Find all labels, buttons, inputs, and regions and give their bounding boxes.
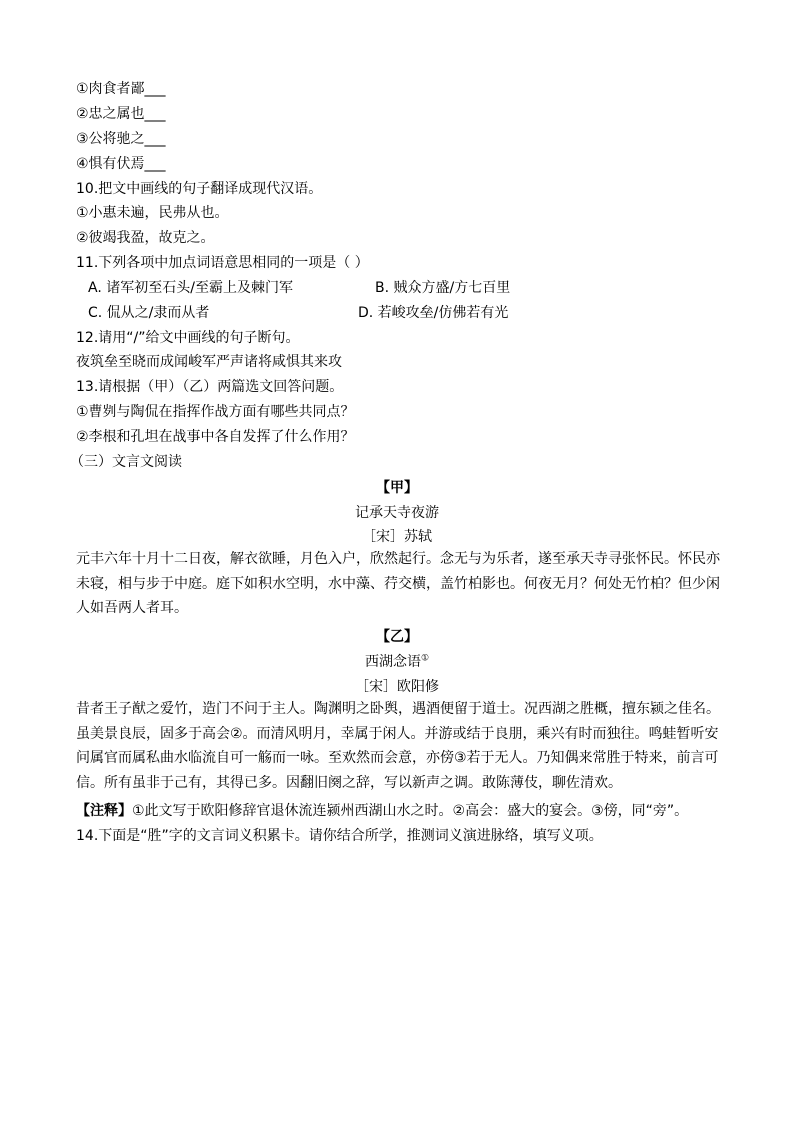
passage-yi-title-row (0, 652, 794, 672)
passage-yi-title: 西湖念语 (364, 654, 421, 670)
passage-yi-marker: 【乙】 (376, 629, 418, 645)
q14-title: 14.下面是“胜”字的文言词义积累卡。请你结合所学，推测词义演进脉络，填写义项。 (76, 828, 603, 844)
q12-title: 12.请用“/”给文中画线的句子断句。 (76, 330, 300, 346)
section-heading: （三）文言文阅读 (70, 454, 182, 470)
passage-jia-marker: 【甲】 (376, 480, 418, 496)
notes-text: ①此文写于欧阳修辞官退休流连颍州西湖山水之时。②高会：盛大的宴会。③傍，同“旁”。 (132, 803, 689, 819)
passage-yi-line: 虽美景良辰，固多于高会②。而清风明月，幸属于闲人。并游或结于良朋，乘兴有时而独往。鸣蛙暂听安 (76, 725, 719, 742)
notes-label: 【注释】 (76, 803, 132, 819)
passage-yi-title-note: ① (420, 653, 430, 664)
passage-yi-line: 问属官而属私曲水临流自可一觞而一咏。至欢然而会意，亦傍③若于无人。乃知偶来常胜于特来，前言可 (76, 750, 719, 767)
passage-jia-text (76, 547, 722, 621)
passage-jia-title: 记承天寺夜游 (355, 505, 439, 521)
passage-yi-line: 信。所有虽非于己有，其得已多。因翻旧阕之辞，写以新声之调。敢陈薄伎，聊佐清欢。 (76, 775, 622, 792)
q13-item-2: ②李根和孔坦在战事中各自发挥了什么作用？ (76, 429, 355, 445)
passage-yi-notes (76, 801, 688, 821)
q13-item-1: ①曹刿与陶侃在指挥作战方面有哪些共同点？ (76, 404, 355, 420)
q11-option-a: A. 诸军初至石头/至霸上及棘门军 (88, 280, 293, 296)
q11-option-d: D. 若峻攻垒/仿佛若有光 (358, 305, 509, 321)
q9-item-1: ①肉食者鄙___ (76, 81, 166, 97)
q11-option-b: B. 贼众方盛/方七百里 (375, 280, 511, 296)
q11-title: 11.下列各项中加点词语意思相同的一项是（ ） (76, 255, 369, 271)
passage-jia-line: 未寝，相与步于中庭。庭下如积水空明，水中藻、荇交横，盖竹柏影也。何夜无月？何处无竹柏？但少闲 (76, 575, 720, 592)
q11-option-c: C. 侃从之/隶而从者 (88, 305, 210, 321)
passage-jia-line: 元丰六年十月十二日夜，解衣欲睡，月色入户，欣然起行。念无与为乐者，遂至承天寺寻张怀民。怀民亦 (76, 551, 720, 567)
passage-jia-line: 人如吾两人者耳。 (76, 600, 188, 617)
q9-item-4: ④惧有伏焉___ (76, 156, 166, 172)
passage-yi-text (76, 697, 722, 796)
passage-yi-line: 昔者王子猷之爱竹，造门不问于主人。陶渊明之卧舆，遇酒便留于道士。况西湖之胜概，擅东颍之佳名。 (76, 701, 720, 717)
q10-item-1: ①小惠未遍，民弗从也。 (76, 205, 229, 221)
q10-title: 10.把文中画线的句子翻译成现代汉语。 (76, 181, 323, 197)
passage-yi-author: ［宋］欧阳修 (355, 679, 439, 695)
q9-item-3: ③公将驰之___ (76, 131, 166, 147)
q12-sentence: 夜筑垒至晓而成闻峻军严声诸将咸惧其来攻 (76, 354, 342, 370)
passage-jia-author: ［宋］苏轼 (362, 529, 432, 545)
q13-title: 13.请根据（甲）（乙）两篇选文回答问题。 (76, 379, 344, 395)
q10-item-2: ②彼竭我盈，故克之。 (76, 230, 215, 246)
q9-item-2: ②忠之属也___ (76, 106, 166, 122)
